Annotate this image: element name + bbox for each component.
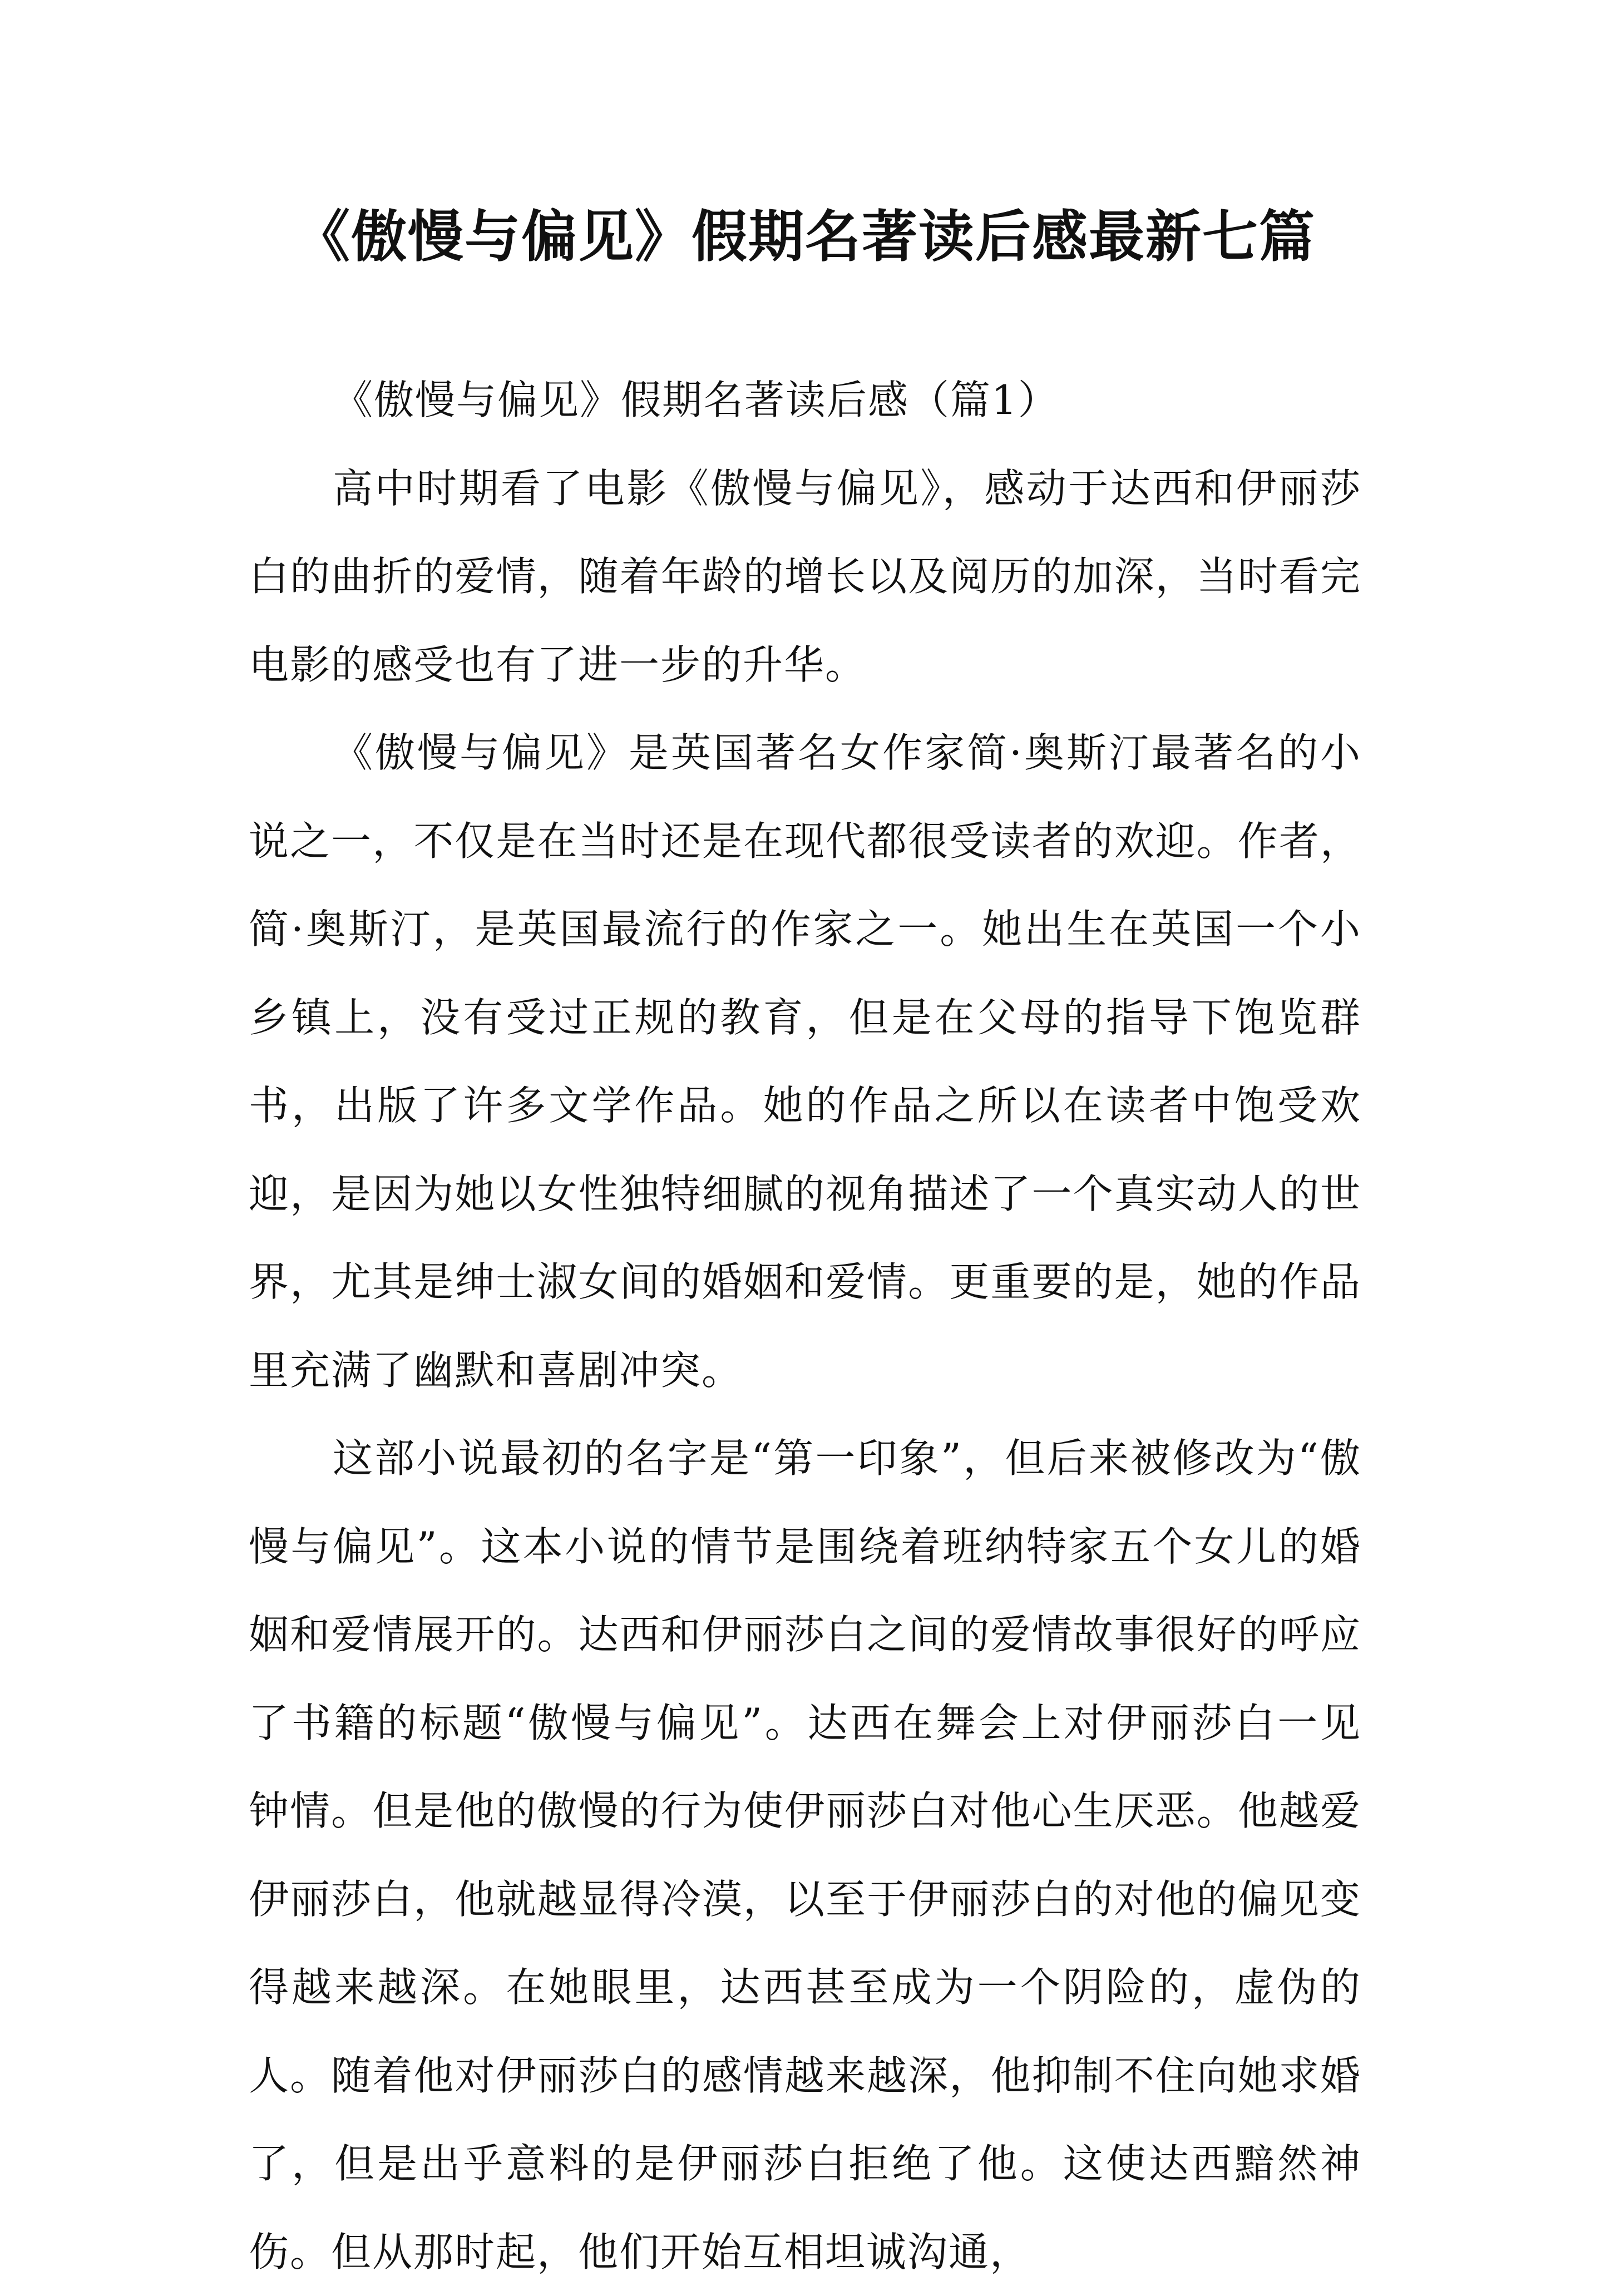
paragraph-1: 高中时期看了电影《傲慢与偏见》，感动于达西和伊丽莎白的曲折的爱情，随着年龄的增长以及阅历的加深，当时看完电影的感受也有了进一步的升华。 <box>249 465 1361 688</box>
document-title: 《傲慢与偏见》假期名著读后感最新七篇 <box>294 204 1316 269</box>
section-heading: 《傲慢与偏见》假期名著读后感（篇1） <box>333 377 1059 423</box>
paragraph-2: 《傲慢与偏见》是英国著名女作家简·奥斯汀最著名的小说之一，不仅是在当时还是在现代都很受读者的欢迎。作者，简·奥斯汀，是英国最流行的作家之一。她出生在英国一个小乡镇上，没有受过正规的教育，但是在父母的指导下饱览群书，出版了许多文学作品。她的作品之所以在读者中饱受欢迎，是因为她以女性独特细腻的视角描述了一个真实动人的世界，尤其是绅士淑女间的婚姻和爱情。更重要的是，她的作品里充满了幽默和喜剧冲突。 <box>249 729 1361 1394</box>
paragraph-3: 这部小说最初的名字是“第一印象”，但后来被修改为“傲慢与偏见”。这本小说的情节是围绕着班纳特家五个女儿的婚姻和爱情展开的。达西和伊丽莎白之间的爱情故事很好的呼应了书籍的标题“傲慢与偏见”。达西在舞会上对伊丽莎白一见钟情。但是他的傲慢的行为使伊丽莎白对他心生厌恶。他越爱伊丽莎白，他就越显得冷漠，以至于伊丽莎白的对他的偏见变得越来越深。在她眼里，达西甚至成为一个阴险的，虚伪的人。随着他对伊丽莎白的感情越来越深，他抑制不住向她求婚了，但是出乎意料的是伊丽莎白拒绝了他。这使达西黯然神伤。但从那时起，他们开始互相坦诚沟通， <box>249 1435 1361 2275</box>
document-body <box>249 356 1361 2296</box>
